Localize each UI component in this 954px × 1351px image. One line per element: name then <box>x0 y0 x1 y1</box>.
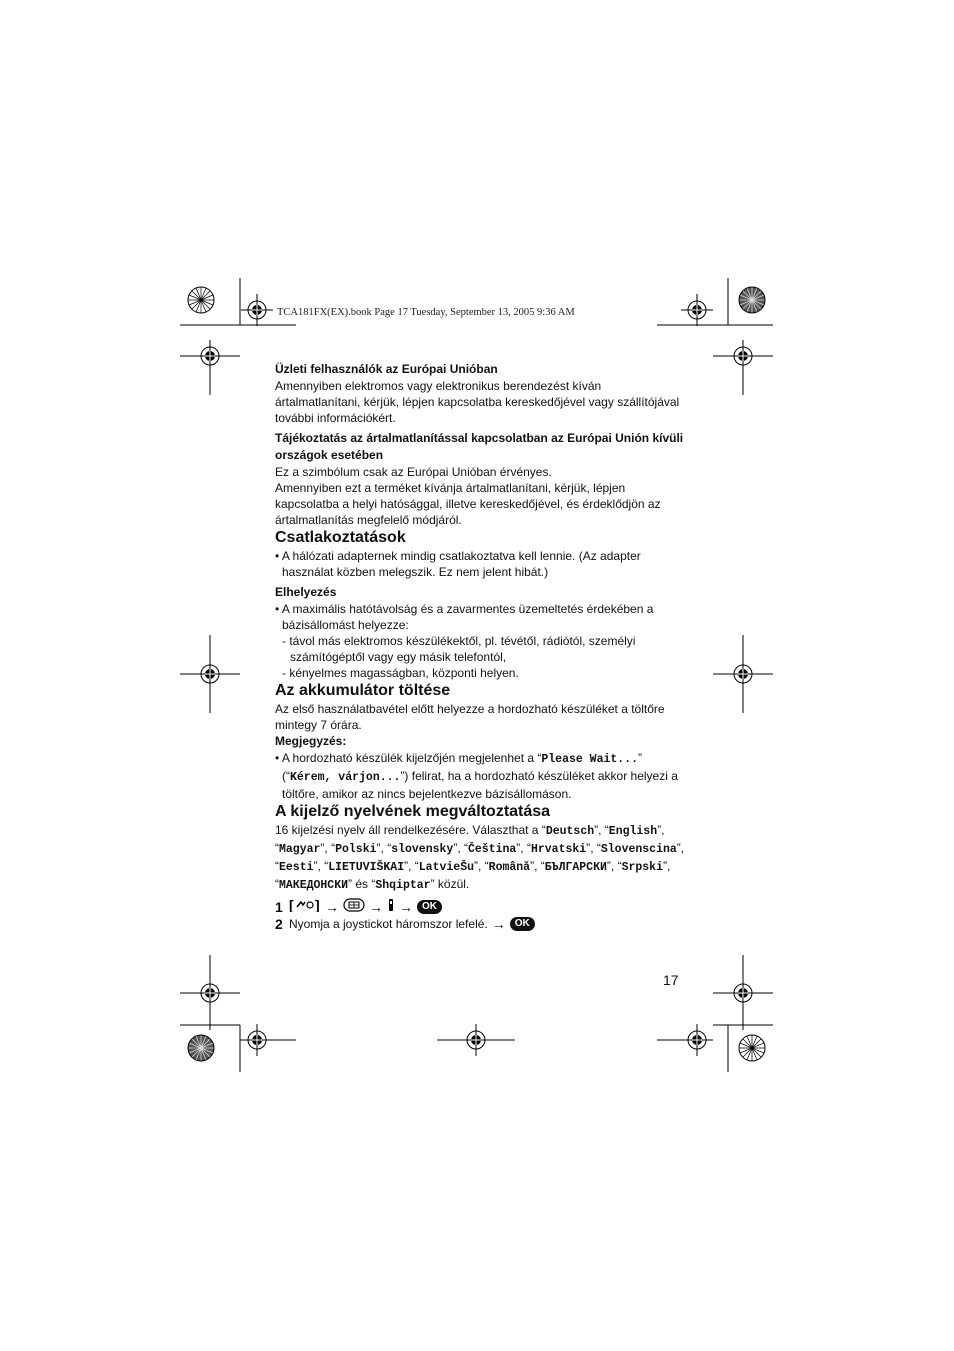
language-option: LIETUVIŠKAI <box>328 861 405 874</box>
eu-business-title: Üzleti felhasználók az Európai Unióban <box>275 362 498 376</box>
page-content <box>275 361 685 932</box>
connections-bullet: • A hálózati adapternek mindig csatlakoztatva kell lennie. (Az adapter használat közben melegszik. Ez nem jelent hibát.) <box>275 549 641 579</box>
page-number: 17 <box>663 972 679 988</box>
placement-title: Elhelyezés <box>275 585 337 599</box>
menu-grid-icon <box>343 898 365 916</box>
language-option: Slovenscina <box>600 843 677 856</box>
language-option: English <box>608 825 658 838</box>
arrow-right-icon: → <box>325 899 339 915</box>
print-header-line: TCA181FX(EX).book Page 17 Tuesday, September 13, 2005 9:36 AM <box>277 307 575 318</box>
language-end: közül. <box>437 877 470 891</box>
ok-key-icon: OK <box>417 900 442 914</box>
placement-dash-1: - távol más elektromos készülékektől, pl. tévétől, rádiótól, személyi számítógéptől vagy egy másik telefontól, <box>282 634 636 664</box>
note-part-3: ”) felirat, ha a hordozható készüléket akkor helyezi a töltőre, amikor az nincs bejelentkezve bázisállomáson. <box>282 769 678 801</box>
eu-business-text: Amennyiben elektromos vagy elektronikus berendezést kíván ártalmatlanítani, kérjük, lépjen kapcsolatba kereskedőjével vagy szállítójával további információkért. <box>275 379 680 425</box>
step-2-text: Nyomja a joystickot háromszor lefelé. <box>289 917 488 931</box>
language-option: Shqiptar <box>375 879 431 892</box>
language-option: Srpski <box>621 861 663 874</box>
svg-text:[: [ <box>289 898 294 912</box>
language-option: МАКЕДОНСКИ <box>279 879 349 892</box>
language-option: LatvieŠu <box>418 861 474 874</box>
non-eu-text-1: Ez a szimbólum csak az Európai Unióban érvényes. <box>275 465 552 479</box>
non-eu-text-2: Amennyiben ezt a terméket kívánja ártalmatlanítani, kérjük, lépjen kapcsolatba a helyi hatósággal, illetve kereskedőjével, és érdeklődjön az ártalmatlanítás megfelelő módjáról. <box>275 481 661 527</box>
language-option: Deutsch <box>545 825 595 838</box>
note-bullet <box>275 750 685 802</box>
note-mono-1: Please Wait... <box>541 753 638 766</box>
placement-dash-2: - kényelmes magasságban, központi helyen. <box>282 666 519 680</box>
arrow-right-icon: → <box>369 899 383 915</box>
language-paragraph <box>275 822 685 894</box>
step-2 <box>275 916 685 932</box>
note-mono-2: Kérem, várjon... <box>290 771 401 784</box>
language-option: Eesti <box>279 861 314 874</box>
handset-icon <box>387 898 395 916</box>
language-option: slovensky <box>391 843 454 856</box>
language-heading: A kijelző nyelvének megváltoztatása <box>275 803 551 820</box>
language-option: Hrvatski <box>530 843 587 856</box>
menu-key-icon <box>289 898 321 916</box>
language-option: Čeština <box>467 843 517 856</box>
language-list: “Deutsch”, “English”, “Magyar”, “Polski”, “slovensky”, “Čeština”, “Hrvatski”, “Slovenscina”, “Eesti”, “LIETUVIŠKAI”, “LatvieŠu”, “Română”, “БЪЛГАРСКИ”, “Srpski”, “МАКЕДОНСКИ” és “Shqiptar” <box>275 823 685 892</box>
non-eu-title: Tájékoztatás az ártalmatlanítással kapcsolatban az Európai Unión kívüli országok esetében <box>275 431 684 462</box>
battery-heading: Az akkumulátor töltése <box>275 682 451 699</box>
language-intro: 16 kijelzési nyelv áll rendelkezésére. Választhat a <box>275 823 542 837</box>
note-part-2: ” (“ <box>282 751 642 783</box>
battery-text: Az első használatbavétel előtt helyezze a hordozható készüléket a töltőre mintegy 7 órára. <box>275 702 665 732</box>
svg-text:]: ] <box>315 898 320 912</box>
language-option: Română <box>488 861 531 874</box>
placement-bullet: • A maximális hatótávolság és a zavarmentes üzemeltetés érdekében a bázisállomást helyezze: <box>275 602 654 632</box>
language-option: Polski <box>335 843 377 856</box>
ok-key-icon: OK <box>510 917 535 931</box>
step-1-number: 1 <box>275 899 283 915</box>
note-title: Megjegyzés: <box>275 734 347 748</box>
connections-heading: Csatlakoztatások <box>275 529 406 546</box>
arrow-right-icon: → <box>399 899 413 915</box>
arrow-right-icon: → <box>491 916 506 932</box>
language-option: Magyar <box>279 843 321 856</box>
note-part-1: • A hordozható készülék kijelzőjén megjelenhet a “ <box>275 751 542 765</box>
step-1 <box>275 898 685 916</box>
step-2-number: 2 <box>275 916 283 932</box>
language-option: БЪЛГАРСКИ <box>544 861 607 874</box>
